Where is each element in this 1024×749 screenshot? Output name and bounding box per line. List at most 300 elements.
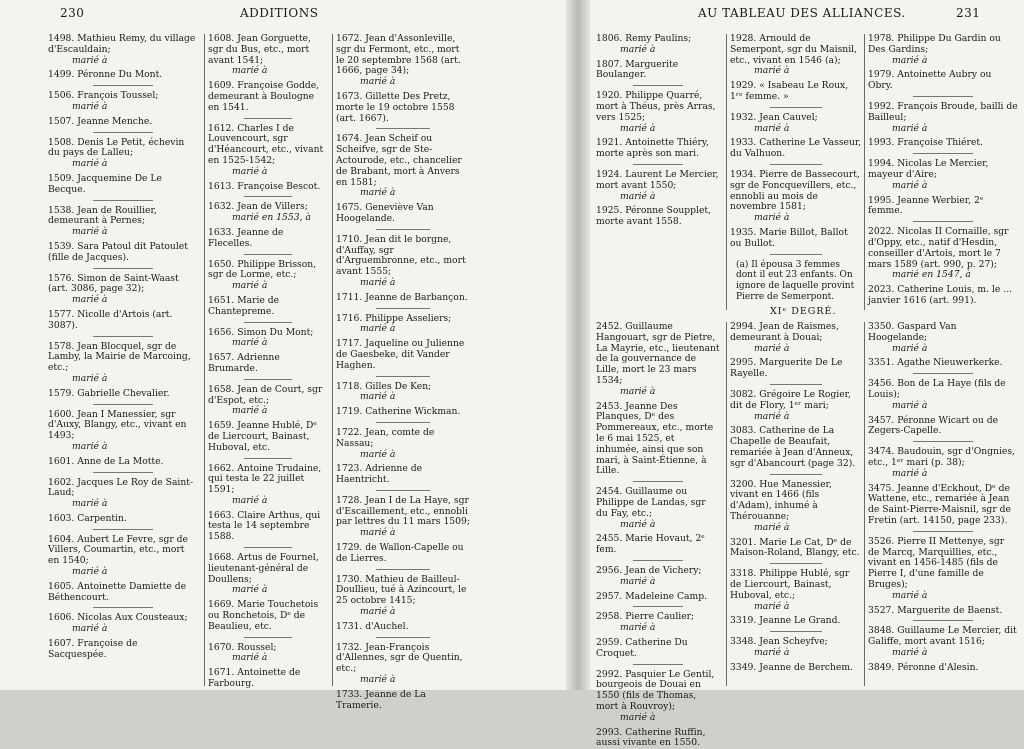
entry-separator	[244, 637, 292, 638]
entry-marriage: marié à	[208, 338, 328, 349]
genealogy-entry	[208, 464, 328, 507]
entry-separator	[633, 664, 683, 665]
entry-name: 1731. d'Auchel.	[336, 622, 470, 633]
entry-separator	[376, 376, 430, 377]
entry-marriage: marié à	[336, 607, 470, 618]
entry-marriage: marié à	[596, 192, 720, 203]
entry-name: 3319. Jeanne Le Grand.	[730, 616, 862, 627]
entry-name: 1994. Nicolas Le Mercier, mayeur d'Aire;	[868, 159, 1018, 181]
genealogy-entry	[48, 34, 198, 66]
entry-separator	[770, 107, 823, 108]
entry-marriage: marié à	[48, 374, 198, 385]
genealogy-entry	[336, 134, 470, 199]
entry-name: 2994. Jean de Raismes, demeurant à Douai;	[730, 322, 862, 344]
genealogy-entry	[336, 235, 470, 289]
entry-separator	[244, 322, 292, 323]
genealogy-entry	[208, 511, 328, 543]
entry-name: 3526. Pierre II Mettenye, sgr de Marcq, Marquillies, etc., vivant en 1456-1485 (fils de Pierre I, d'une famille de Bruges);	[868, 537, 1018, 591]
genealogy-entry	[868, 102, 1018, 134]
entry-name: 3350. Gaspard Van Hoogelande;	[868, 322, 1018, 344]
genealogy-entry	[868, 227, 1018, 281]
genealogy-entry	[596, 60, 720, 82]
genealogy-entry	[48, 410, 198, 453]
genealogy-entry	[208, 296, 328, 318]
entry-separator	[376, 229, 430, 230]
entry-name: 3349. Jeanne de Berchem.	[730, 663, 862, 674]
entry-marriage: marié à	[336, 77, 470, 88]
entry-name: 1718. Gilles De Ken;	[336, 382, 470, 393]
genealogy-entry	[868, 606, 1018, 617]
genealogy-entry	[48, 639, 198, 661]
entry-name: 1722. Jean, comte de Nassau;	[336, 428, 470, 450]
genealogy-entry	[730, 569, 862, 612]
genealogy-entry	[868, 285, 1018, 307]
entry-name: 1978. Philippe Du Gardin ou Des Gardins;	[868, 34, 1018, 56]
entry-name: 1578. Jean Blocquel, sgr de Lamby, la Mairie de Marcoing, etc.;	[48, 342, 198, 374]
entry-separator	[913, 96, 973, 97]
entry-name: 3083. Catherine de La Chapelle de Beaufait, remariée à Jean d'Anneux, sgr d'Abancourt (page 32).	[730, 426, 862, 469]
genealogy-entry	[208, 124, 328, 178]
entry-name: 3200. Hue Manessier, vivant en 1466 (fils d'Adam), inhumé à Thérouanne;	[730, 480, 862, 523]
entry-marriage: marié à	[336, 528, 470, 539]
entry-name: 1601. Anne de La Motte.	[48, 457, 198, 468]
entry-name: 1932. Jean Cauvel;	[730, 113, 862, 124]
genealogy-entry	[868, 416, 1018, 438]
entry-name: 1613. Françoise Bescot.	[208, 182, 328, 193]
entry-separator	[93, 404, 153, 405]
genealogy-entry	[208, 328, 328, 350]
entry-marriage: marié à	[868, 181, 1018, 192]
entry-marriage: marié à	[730, 124, 862, 135]
genealogy-entry	[208, 260, 328, 292]
entry-separator	[633, 481, 683, 482]
entry-separator	[770, 563, 823, 564]
entry-separator	[770, 164, 823, 165]
genealogy-entry	[596, 670, 720, 724]
genealogy-entry	[868, 537, 1018, 602]
entry-marriage: marié à	[596, 623, 720, 634]
genealogy-entry	[208, 600, 328, 632]
entry-name: 1609. Françoise Godde, demeurant à Boulogne en 1541.	[208, 81, 328, 113]
genealogy-entry	[208, 353, 328, 375]
genealogy-entry	[48, 457, 198, 468]
entry-name: 1602. Jacques Le Roy de Saint-Laud;	[48, 478, 198, 500]
entry-name: 1669. Marie Touchetois ou Ronchetois, Dᵉ de Beaulieu, etc.	[208, 600, 328, 632]
degree-heading: XIᵉ DEGRÉ.	[770, 306, 836, 317]
genealogy-entry	[730, 637, 862, 659]
genealogy-entry	[596, 91, 720, 134]
genealogy-entry	[730, 81, 862, 103]
genealogy-entry	[48, 582, 198, 604]
entry-marriage: marié en 1553, à	[208, 213, 328, 224]
genealogy-entry	[336, 690, 470, 712]
entry-name: 2992. Pasquier Le Gentil, bourgeois de Douai en 1550 (fils de Thomas, mort à Rouvroy);	[596, 670, 720, 713]
genealogy-entry	[208, 228, 328, 250]
entry-name: 1992. François Broude, bailli de Bailleul;	[868, 102, 1018, 124]
entry-marriage: marié à	[336, 278, 470, 289]
entry-marriage: marié à	[336, 188, 470, 199]
entry-marriage: marié à	[596, 577, 720, 588]
entry-name: 1935. Marie Billot, Ballot ou Bullot.	[730, 228, 862, 250]
genealogy-entry	[596, 322, 720, 398]
right-lower-column-1	[596, 322, 720, 686]
entry-name: 1732. Jean-François d'Allennes, sgr de Quentin, etc.;	[336, 643, 470, 675]
right-page-header: AU TABLEAU DES ALLIANCES.	[698, 6, 906, 20]
entry-name: 3475. Jeanne d'Eckhout, Dᵉ de Wattene, etc., remariée à Jean de Saint-Pierre-Maisnil, sgr de Fretin (art. 14150, page 233).	[868, 484, 1018, 527]
genealogy-entry	[48, 206, 198, 238]
entry-name: 1657. Adrienne Brumarde.	[208, 353, 328, 375]
entry-name: 1509. Jacquemine De Le Becque.	[48, 174, 198, 196]
genealogy-entry	[596, 138, 720, 160]
entry-marriage: marié à	[208, 167, 328, 178]
entry-name: 3351. Agathe Nieuwerkerke.	[868, 358, 1018, 369]
entry-marriage: marié à	[868, 648, 1018, 659]
genealogy-entry	[730, 426, 862, 469]
entry-name: 2453. Jeanne Des Planques, Dᵉ des Pommereaux, etc., morte le 6 mai 1525, et inhumée, ainsi que son mari, à Saint-Étienne, à Lille.	[596, 402, 720, 478]
genealogy-entry	[868, 138, 1018, 149]
right-upper-column-3	[864, 34, 1018, 310]
entry-name: 1993. Françoise Thiéret.	[868, 138, 1018, 149]
entry-name: 1934. Pierre de Bassecourt, sgr de Foncquevillers, etc., ennobli au mois de novembre 1581;	[730, 170, 862, 213]
genealogy-entry	[48, 478, 198, 510]
entry-marriage: marié à	[730, 523, 862, 534]
genealogy-entry	[596, 592, 720, 603]
entry-separator	[633, 560, 683, 561]
genealogy-entry	[48, 342, 198, 385]
entry-marriage: marié à	[48, 102, 198, 113]
entry-name: 1920. Philippe Quarré, mort à Théus, près Arras, vers 1525;	[596, 91, 720, 123]
genealogy-entry	[48, 70, 198, 81]
entry-name: 1924. Laurent Le Mercier, mort avant 1550;	[596, 170, 720, 192]
genealogy-entry	[596, 402, 720, 478]
entry-marriage: marié à	[48, 624, 198, 635]
entry-separator	[244, 379, 292, 380]
genealogy-entry	[730, 390, 862, 422]
entry-marriage: marié à	[208, 66, 328, 77]
entry-name: 1921. Antoinette Thiéry, morte après son mari.	[596, 138, 720, 160]
entry-name: 1662. Antoine Trudaine, qui testa le 22 juillet 1591;	[208, 464, 328, 496]
genealogy-entry	[730, 170, 862, 224]
genealogy-entry	[336, 543, 470, 565]
genealogy-entry	[48, 274, 198, 306]
entry-name: 2957. Madeleine Camp.	[596, 592, 720, 603]
genealogy-entry	[48, 310, 198, 332]
genealogy-entry	[730, 358, 862, 380]
entry-name: 3201. Marie Le Cat, Dᵉ de Maison-Roland, Blangy, etc.	[730, 538, 862, 560]
genealogy-entry	[48, 242, 198, 264]
entry-name: 1995. Jeanne Werbier, 2ᵉ femme.	[868, 196, 1018, 218]
entry-name: 2455. Marie Hovaut, 2ᵉ fem.	[596, 534, 720, 556]
entry-marriage: marié à	[596, 713, 720, 724]
entry-name: 1672. Jean d'Assonleville, sgr du Fermont, etc., mort le 20 septembre 1568 (art. 1666, page 34);	[336, 34, 470, 77]
entry-separator	[913, 531, 973, 532]
entry-name: 2022. Nicolas II Cornaille, sgr d'Oppy, etc., natif d'Hesdin, conseiller d'Artois, mort le 7 mars 1589 (art. 990, p. 27);	[868, 227, 1018, 270]
entry-marriage: marié à	[208, 585, 328, 596]
entry-name: 1929. « Isabeau Le Roux, 1ʳᵉ femme. »	[730, 81, 862, 103]
entry-separator	[913, 441, 973, 442]
genealogy-entry	[596, 487, 720, 530]
entry-separator	[244, 118, 292, 119]
entry-name: 1507. Jeanne Menche.	[48, 117, 198, 128]
entry-separator	[244, 547, 292, 548]
entry-name: 3456. Bon de La Haye (fils de Louis);	[868, 379, 1018, 401]
entry-separator	[93, 472, 153, 473]
genealogy-entry	[596, 534, 720, 556]
entry-name: 1632. Jean de Villers;	[208, 202, 328, 213]
genealogy-entry	[208, 668, 328, 690]
entry-name: 1675. Geneviève Van Hoogelande.	[336, 203, 470, 225]
entry-name: 1663. Claire Arthus, qui testa le 14 septembre 1588.	[208, 511, 328, 543]
entry-name: 1807. Marguerite Boulanger.	[596, 60, 720, 82]
entry-marriage: marié à	[730, 412, 862, 423]
entry-marriage: marié en 1547, à	[868, 270, 1018, 281]
entry-name: 1730. Mathieu de Bailleul-Doullieu, tué à Azincourt, le 25 octobre 1415;	[336, 575, 470, 607]
right-page-number: 231	[956, 6, 980, 20]
genealogy-entry	[596, 170, 720, 202]
genealogy-entry	[336, 575, 470, 618]
entry-name: 1925. Péronne Soupplet, morte avant 1558.	[596, 206, 720, 228]
entry-marriage: marié à	[868, 124, 1018, 135]
genealogy-entry	[336, 293, 470, 304]
genealogy-entry	[336, 622, 470, 633]
genealogy-entry	[48, 91, 198, 113]
entry-name: 1499. Péronne Du Mont.	[48, 70, 198, 81]
entry-name: 2452. Guillaume Hangouart, sgr de Pietre, La Mayrie, etc., lieutenant de la gouvernance de Lille, mort le 23 mars 1534;	[596, 322, 720, 387]
genealogy-entry	[336, 203, 470, 225]
entry-marriage: marié à	[730, 213, 862, 224]
genealogy-entry	[868, 322, 1018, 354]
entry-separator	[244, 458, 292, 459]
entry-name: 1719. Catherine Wickman.	[336, 407, 470, 418]
entry-separator	[633, 606, 683, 607]
genealogy-entry	[596, 34, 720, 56]
genealogy-entry	[336, 428, 470, 460]
entry-name: 1577. Nicolle d'Artois (art. 3087).	[48, 310, 198, 332]
entry-name: 1674. Jean Scheif ou Scheifve, sgr de Ste-Actourode, etc., chancelier de Brabant, mort à Anvers en 1581;	[336, 134, 470, 188]
entry-marriage: marié à	[730, 66, 862, 77]
entry-name: 1673. Gillette Des Pretz, morte le 19 octobre 1558 (art. 1667).	[336, 92, 470, 124]
entry-name: 3848. Guillaume Le Mercier, dit Galiffe, mort avant 1516;	[868, 626, 1018, 648]
entry-separator	[93, 529, 153, 530]
genealogy-entry	[730, 260, 862, 303]
entry-marriage: marié à	[48, 567, 198, 578]
entry-separator	[633, 85, 683, 86]
entry-name: 3527. Marguerite de Baenst.	[868, 606, 1018, 617]
genealogy-entry	[208, 182, 328, 193]
entry-marriage: marié à	[208, 496, 328, 507]
genealogy-entry	[336, 464, 470, 486]
genealogy-entry	[868, 70, 1018, 92]
entry-name: 1717. Jaqueline ou Julienne de Gaesbeke, dit Vander Haghen.	[336, 339, 470, 371]
entry-name: 1670. Roussel;	[208, 643, 328, 654]
entry-name: 1612. Charles I de Louvencourt, sgr d'Héancourt, etc., vivant en 1525-1542;	[208, 124, 328, 167]
entry-separator	[93, 268, 153, 269]
genealogy-entry	[868, 447, 1018, 479]
genealogy-entry	[336, 643, 470, 686]
entry-name: (a) Il épousa 3 femmes dont il eut 23 enfants. On ignore de laquelle provint Pierre de Semerpont.	[730, 260, 862, 303]
entry-name: 3474. Baudouin, sgr d'Ongnies, etc., 1ᵉʳ mari (p. 38);	[868, 447, 1018, 469]
entry-name: 2959. Catherine Du Croquet.	[596, 638, 720, 660]
entry-marriage: marié à	[868, 401, 1018, 412]
genealogy-entry	[596, 566, 720, 588]
entry-separator	[770, 474, 823, 475]
right-upper-column-2	[726, 34, 862, 310]
entry-separator	[913, 620, 973, 621]
left-page-header: ADDITIONS	[240, 6, 318, 20]
entry-separator	[770, 384, 823, 385]
entry-separator	[913, 153, 973, 154]
entry-name: 1633. Jeanne de Flecelles.	[208, 228, 328, 250]
entry-name: 1605. Antoinette Damiette de Béthencourt.	[48, 582, 198, 604]
genealogy-entry	[868, 358, 1018, 369]
entry-separator	[633, 164, 683, 165]
entry-name: 1671. Antoinette de Farbourg.	[208, 668, 328, 690]
entry-name: 1933. Catherine Le Vasseur, du Valhuon.	[730, 138, 862, 160]
entry-name: 1668. Artus de Fournel, lieutenant-général de Doullens;	[208, 553, 328, 585]
entry-marriage: marié à	[336, 392, 470, 403]
entry-name: 2023. Catherine Louis, m. le ... janvier 1616 (art. 991).	[868, 285, 1018, 307]
genealogy-entry	[730, 480, 862, 534]
genealogy-entry	[730, 228, 862, 250]
right-lower-column-3	[864, 322, 1018, 686]
entry-separator	[376, 422, 430, 423]
genealogy-entry	[336, 496, 470, 539]
entry-separator	[244, 196, 292, 197]
entry-marriage: marié à	[48, 227, 198, 238]
entry-name: 3082. Grégoire Le Rogier, dit de Flory, 1ᵉʳ mari;	[730, 390, 862, 412]
entry-marriage: marié à	[730, 602, 862, 613]
genealogy-entry	[730, 34, 862, 77]
entry-name: 1729. de Wallon-Capelle ou de Lierres.	[336, 543, 470, 565]
entry-name: 2993. Catherine Ruffin, aussi vivante en 1550.	[596, 728, 720, 749]
genealogy-entry	[730, 616, 862, 627]
entry-marriage: marié à	[208, 653, 328, 664]
entry-marriage: marié à	[208, 281, 328, 292]
genealogy-entry	[868, 663, 1018, 674]
entry-separator	[244, 254, 292, 255]
genealogy-entry	[730, 663, 862, 674]
entry-separator	[770, 631, 823, 632]
entry-name: 1659. Jeanne Hublé, Dᵉ de Liercourt, Bainast, Huboval, etc.	[208, 421, 328, 453]
genealogy-entry	[48, 389, 198, 400]
genealogy-entry	[208, 385, 328, 417]
entry-marriage: marié à	[48, 499, 198, 510]
entry-separator	[376, 308, 430, 309]
entry-name: 3457. Péronne Wicart ou de Zegers-Capelle.	[868, 416, 1018, 438]
entry-name: 2454. Guillaume ou Philippe de Landas, sgr du Fay, etc.;	[596, 487, 720, 519]
genealogy-entry	[596, 728, 720, 749]
entry-name: 1651. Marie de Chantepreme.	[208, 296, 328, 318]
entry-name: 1711. Jeanne de Barbançon.	[336, 293, 470, 304]
genealogy-entry	[336, 382, 470, 404]
left-column-3	[332, 34, 470, 686]
entry-name: 1658. Jean de Court, sgr d'Espot, etc.;	[208, 385, 328, 407]
genealogy-entry	[48, 613, 198, 635]
entry-name: 3849. Péronne d'Alesin.	[868, 663, 1018, 674]
left-column-1	[48, 34, 198, 686]
genealogy-entry	[596, 206, 720, 228]
genealogy-entry	[730, 538, 862, 560]
genealogy-entry	[48, 174, 198, 196]
entry-name: 1606. Nicolas Aux Cousteaux;	[48, 613, 198, 624]
entry-marriage: marié à	[596, 387, 720, 398]
entry-name: 1723. Adrienne de Haentricht.	[336, 464, 470, 486]
entry-marriage: marié à	[868, 591, 1018, 602]
entry-separator	[93, 200, 153, 201]
genealogy-entry	[336, 92, 470, 124]
genealogy-entry	[336, 339, 470, 371]
entry-marriage: marié à	[48, 159, 198, 170]
entry-separator	[376, 569, 430, 570]
genealogy-entry	[868, 159, 1018, 191]
entry-name: 1928. Arnould de Semerpont, sgr du Maisnil, etc., vivant en 1546 (a);	[730, 34, 862, 66]
entry-name: 1539. Sara Patoul dit Patoulet (fille de Jacques).	[48, 242, 198, 264]
entry-name: 1603. Carpentin.	[48, 514, 198, 525]
entry-name: 1508. Denis Le Petit, échevin du pays de Lalleu;	[48, 138, 198, 160]
entry-marriage: marié à	[596, 45, 720, 56]
entry-marriage: marié à	[596, 520, 720, 531]
entry-marriage: marié à	[48, 56, 198, 67]
genealogy-entry	[336, 407, 470, 418]
entry-marriage: marié à	[48, 295, 198, 306]
genealogy-entry	[48, 138, 198, 170]
entry-marriage: marié à	[336, 675, 470, 686]
genealogy-entry	[868, 484, 1018, 527]
entry-separator	[770, 254, 823, 255]
entry-name: 2956. Jean de Vichery;	[596, 566, 720, 577]
entry-name: 1600. Jean I Manessier, sgr d'Auxy, Blangy, etc., vivant en 1493;	[48, 410, 198, 442]
genealogy-entry	[730, 138, 862, 160]
entry-marriage: marié à	[730, 344, 862, 355]
left-column-2	[204, 34, 328, 686]
genealogy-entry	[730, 322, 862, 354]
genealogy-entry	[596, 638, 720, 660]
entry-marriage: marié à	[336, 324, 470, 335]
genealogy-entry	[868, 379, 1018, 411]
entry-marriage: marié à	[336, 450, 470, 461]
entry-separator	[93, 607, 153, 608]
genealogy-entry	[596, 612, 720, 634]
right-upper-column-1	[596, 34, 720, 310]
entry-name: 1607. Françoise de Sacquespée.	[48, 639, 198, 661]
entry-name: 1608. Jean Gorguette, sgr du Bus, etc., mort avant 1541;	[208, 34, 328, 66]
entry-name: 1806. Remy Paulins;	[596, 34, 720, 45]
left-page-number: 230	[60, 6, 84, 20]
book-gutter	[566, 0, 590, 690]
entry-name: 1576. Simon de Saint-Waast (art. 3086, page 32);	[48, 274, 198, 296]
entry-marriage: marié à	[868, 56, 1018, 67]
genealogy-entry	[208, 202, 328, 224]
entry-separator	[376, 128, 430, 129]
entry-marriage: marié à	[868, 344, 1018, 355]
entry-marriage: marié à	[868, 469, 1018, 480]
entry-name: 1604. Aubert Le Fevre, sgr de Villers, Coumartin, etc., mort en 1540;	[48, 535, 198, 567]
entry-separator	[913, 221, 973, 222]
entry-name: 1579. Gabrielle Chevalier.	[48, 389, 198, 400]
genealogy-entry	[48, 535, 198, 578]
genealogy-entry	[868, 34, 1018, 66]
entry-separator	[376, 490, 430, 491]
entry-marriage: marié à	[48, 442, 198, 453]
entry-separator	[93, 132, 153, 133]
entry-name: 3348. Jean Scheyfve;	[730, 637, 862, 648]
genealogy-entry	[208, 421, 328, 453]
right-page	[590, 0, 1024, 690]
entry-name: 1538. Jean de Rouillier, demeurant à Pernes;	[48, 206, 198, 228]
genealogy-entry	[208, 34, 328, 77]
entry-separator	[93, 85, 153, 86]
entry-name: 1498. Mathieu Remy, du village d'Escauldain;	[48, 34, 198, 56]
